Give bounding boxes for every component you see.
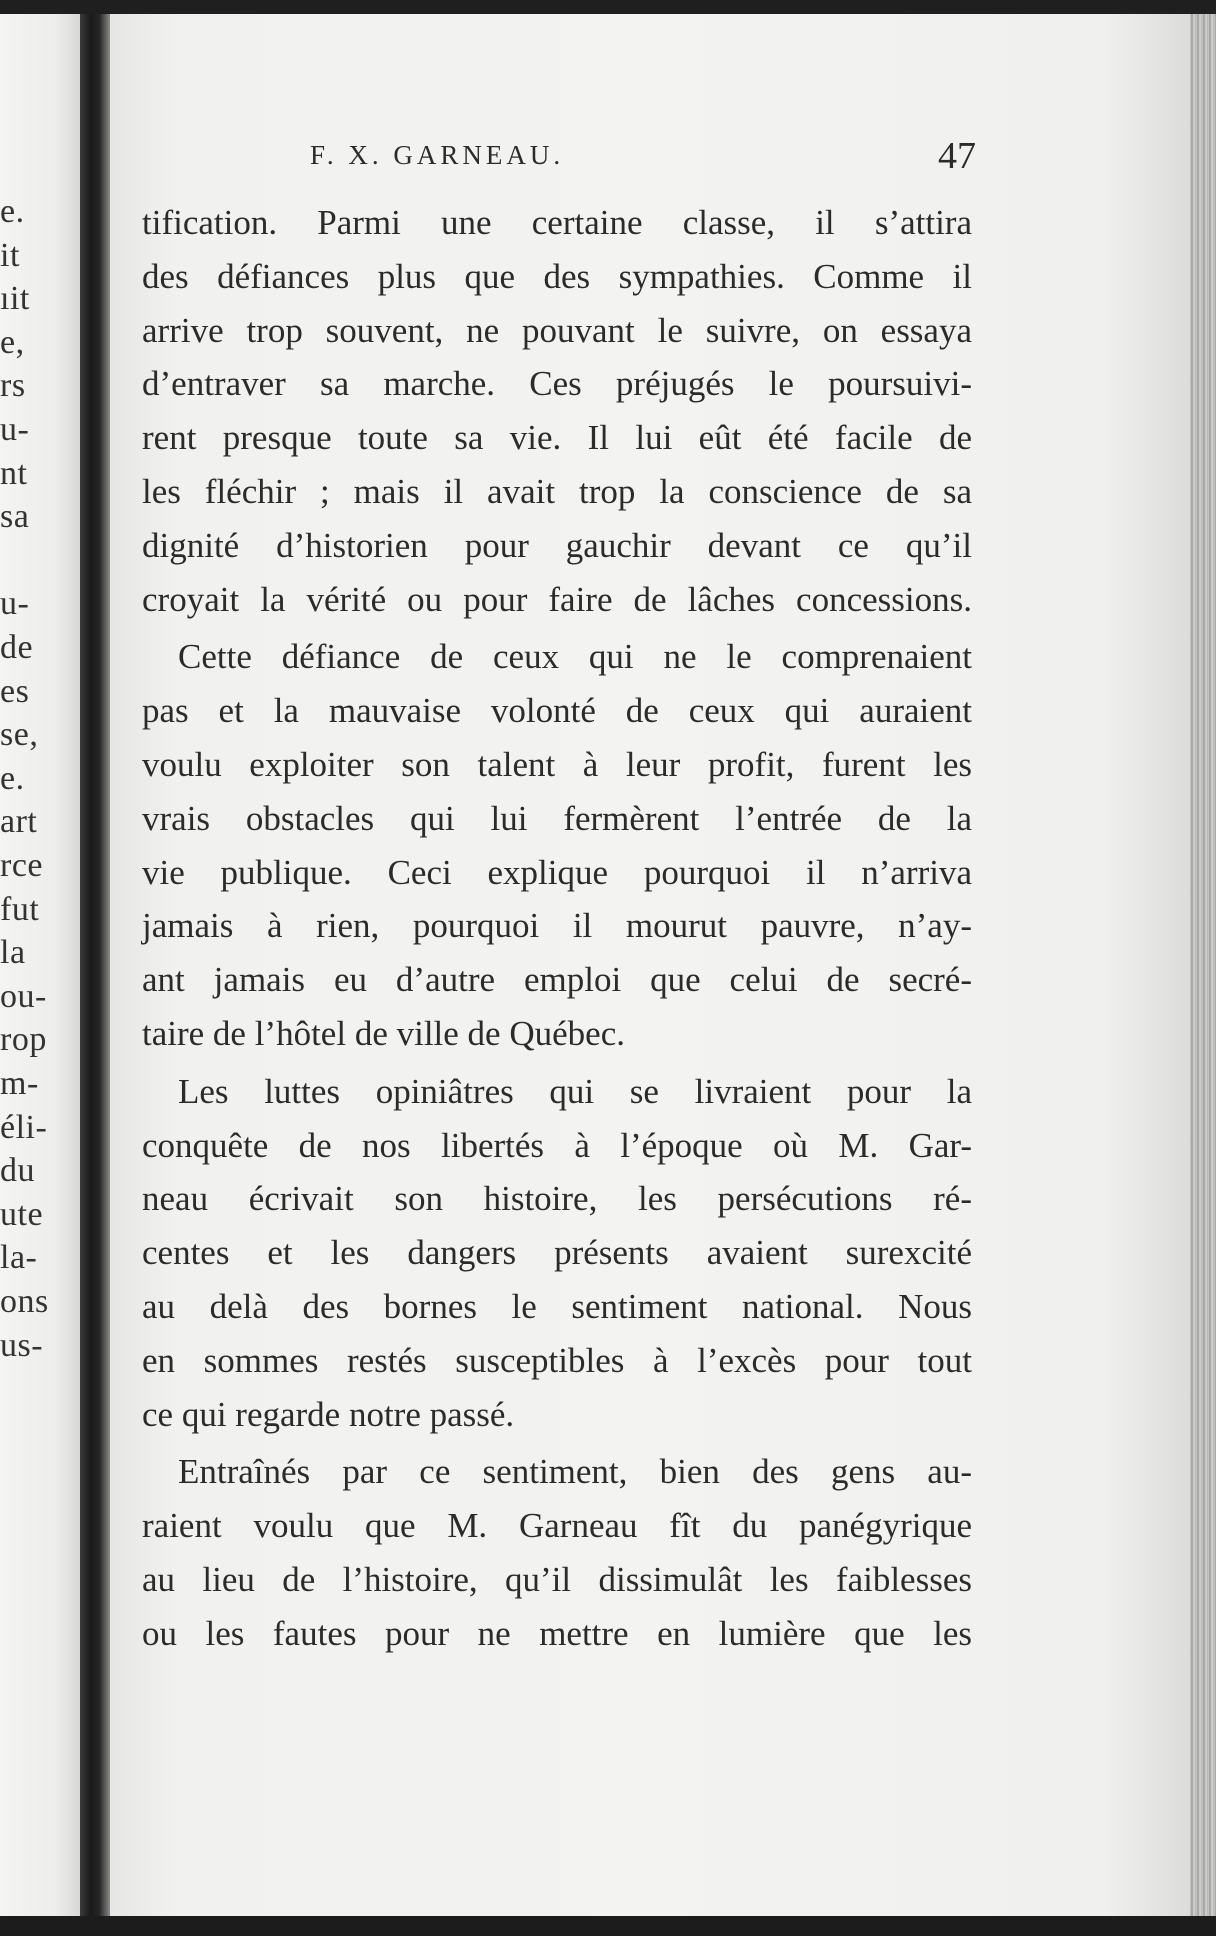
previous-page-fragment: de [0, 629, 34, 666]
previous-page-fragment: ıit [0, 280, 30, 318]
paragraph [142, 196, 972, 626]
previous-page-fragment: it [0, 236, 20, 274]
previous-page-fragment: éli- [0, 1108, 48, 1146]
text-line: ce qui regarde notre passé. [142, 1394, 515, 1434]
previous-page-fragment: ons [0, 1283, 49, 1320]
text-line: ou les fautes pour ne mettre en lumière que les [142, 1613, 972, 1653]
scan-top-border [0, 0, 1216, 14]
previous-page-fragment: m- [0, 1065, 39, 1102]
paragraph [142, 1445, 972, 1660]
text-line: rent presque toute sa vie. Il lui eût été facile de [142, 418, 972, 458]
text-line: arrive trop souvent, ne pouvant le suivre, on essaya [142, 310, 972, 350]
previous-page-fragment: rce [0, 847, 44, 884]
previous-page-fragment: e, [0, 323, 25, 361]
previous-page-fragment: ou- [0, 977, 47, 1015]
text-line: voulu exploiter son talent à leur profit, furent les [142, 744, 972, 784]
text-line: neau écrivait son histoire, les persécutions ré- [142, 1179, 972, 1219]
text-line: jamais à rien, pourquoi il mourut pauvre, n’ay- [142, 906, 972, 946]
text-line: pas et la mauvaise volonté de ceux qui auraient [142, 691, 972, 731]
text-line: au lieu de l’histoire, qu’il dissimulât les faiblesses [142, 1559, 972, 1599]
text-line: dignité d’historien pour gauchir devant ce qu’il [142, 525, 972, 565]
text-line: conquête de nos libertés à l’époque où M. Gar- [142, 1125, 972, 1165]
text-line: en sommes restés susceptibles à l’excès pour tout [142, 1340, 972, 1380]
text-line: d’entraver sa marche. Ces préjugés le poursuivi- [142, 364, 972, 404]
previous-page-fragment: fut [0, 890, 40, 928]
text-line: centes et les dangers présents avaient surexcité [142, 1233, 972, 1273]
text-line: les fléchir ; mais il avait trop la conscience de sa [142, 471, 972, 511]
text-line: Cette défiance de ceux qui ne le comprenaient [178, 637, 972, 677]
text-line: croyait la vérité ou pour faire de lâches concessions. [142, 579, 972, 619]
page-edges [1190, 14, 1216, 1936]
text-line: ant jamais eu d’autre emploi que celui de secré- [142, 960, 972, 1000]
previous-page-fragment: ute [0, 1195, 44, 1233]
previous-page-fragment: us- [0, 1326, 44, 1364]
previous-page-fragment: u- [0, 585, 30, 623]
previous-page-fragment: nt [0, 454, 28, 492]
text-line: vrais obstacles qui lui fermèrent l’entrée de la [142, 798, 972, 838]
previous-page-fragment: la [0, 934, 26, 972]
previous-page-fragment: rs [0, 367, 26, 405]
body-text [142, 196, 972, 1661]
previous-page-fragment: art [0, 803, 38, 841]
previous-page-fragment: e. [0, 193, 25, 230]
previous-page-fragment: e. [0, 759, 25, 797]
text-line: des défiances plus que des sympathies. Comme il [142, 256, 972, 296]
text-line: au delà des bornes le sentiment national. Nous [142, 1286, 972, 1326]
previous-page-fragment: du [0, 1152, 35, 1190]
page-number: 47 [938, 135, 976, 177]
paragraph [142, 630, 972, 1060]
previous-page-fragment: es [0, 672, 30, 710]
previous-page-fragment: la- [0, 1239, 38, 1277]
book-binding-gutter [80, 14, 110, 1936]
text-line: vie publique. Ceci explique pourquoi il n’arriva [142, 852, 972, 892]
text-line: tification. Parmi une certaine classe, il s’attira [142, 203, 972, 242]
previous-page-fragment: se, [0, 716, 39, 754]
text-line: Les luttes opiniâtres qui se livraient pour la [178, 1071, 972, 1111]
previous-page-edge [0, 14, 80, 1936]
previous-page-fragment: rop [0, 1021, 47, 1059]
text-line: taire de l’hôtel de ville de Québec. [142, 1013, 625, 1053]
text-line: raient voulu que M. Garneau fît du panégyrique [142, 1506, 972, 1546]
previous-page-fragment: sa [0, 498, 30, 536]
scan-bottom-border [0, 1916, 1216, 1936]
running-head: F. X. GARNEAU. [310, 140, 565, 170]
text-line: Entraînés par ce sentiment, bien des gens au- [178, 1452, 972, 1492]
previous-page-fragment: u- [0, 411, 30, 448]
paragraph [142, 1065, 972, 1442]
